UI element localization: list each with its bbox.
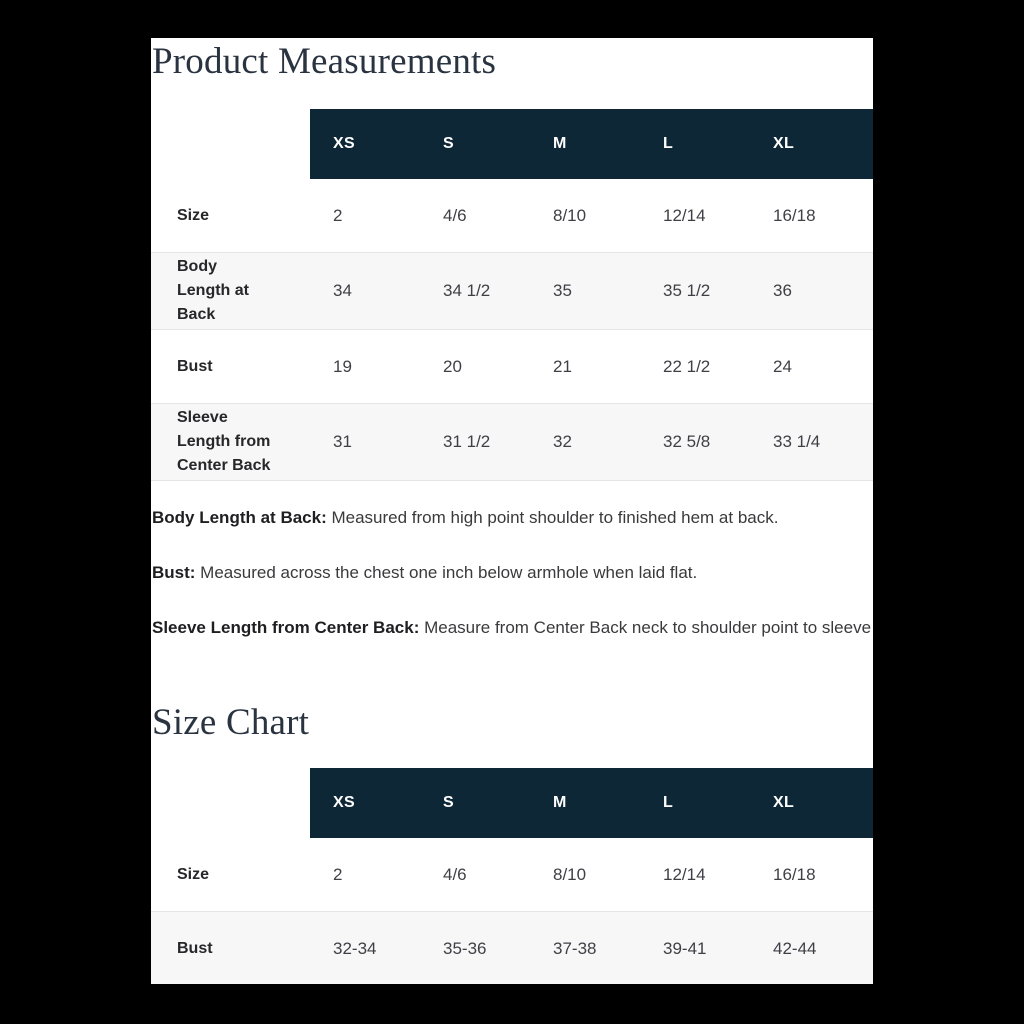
size-value: 39-41: [663, 938, 707, 958]
row-label: Size: [177, 865, 210, 883]
note-text: Measured across the chest one inch below armhole when laid flat.: [195, 563, 698, 582]
measurement-value: 16/18: [773, 205, 816, 225]
measurement-value: 34 1/2: [443, 281, 491, 300]
table-header-row: [151, 109, 873, 179]
col-header-l: L: [640, 109, 750, 179]
col-header-s: S: [420, 768, 530, 838]
size-value: 32-34: [333, 938, 377, 958]
size-value: 42-44: [773, 938, 817, 958]
note-term: Bust:: [152, 563, 196, 582]
col-header-m: M: [530, 768, 640, 838]
measurement-notes: [151, 506, 873, 640]
note-term: Body Length at Back:: [152, 508, 327, 527]
product-content-panel: [151, 38, 873, 984]
col-header-xs: XS: [310, 109, 420, 179]
size-value: 16/18: [773, 864, 816, 884]
measurement-value: 24: [773, 356, 792, 376]
table-corner-cell: [151, 109, 310, 179]
measurement-value: 19: [333, 356, 352, 376]
note-body-length: [152, 506, 873, 530]
measurement-value: 35 1/2: [663, 281, 711, 300]
measurement-value: 8/10: [553, 205, 587, 225]
measurement-value: 2: [333, 205, 343, 225]
size-value: 35-36: [443, 938, 487, 958]
table-row-sleeve-length: [151, 404, 873, 481]
measurement-value: 33 1/4: [773, 432, 821, 451]
col-header-xl: XL: [750, 109, 873, 179]
table-row-body-length: [151, 253, 873, 330]
measurement-value: 31: [333, 432, 352, 451]
measurement-value: 36: [773, 281, 792, 300]
size-value: 8/10: [553, 864, 587, 884]
product-measurements-title: Product Measurements: [152, 41, 497, 82]
measurement-value: 21: [553, 356, 572, 376]
table-header-row: [151, 768, 873, 838]
product-measurements-table: [151, 109, 873, 481]
size-value: 12/14: [663, 864, 706, 884]
table-row-bust: [151, 912, 873, 984]
col-header-s: S: [420, 109, 530, 179]
measurement-value: 31 1/2: [443, 432, 491, 451]
measurement-value: 20: [443, 356, 462, 376]
measurement-value: 4/6: [443, 205, 467, 225]
row-label: Body Length at Back: [177, 258, 249, 323]
table-row-size: [151, 179, 873, 253]
measurement-value: 32 5/8: [663, 432, 711, 451]
table-row-bust: [151, 330, 873, 404]
size-chart-table: [151, 768, 873, 984]
row-label: Size: [177, 206, 210, 224]
note-bust: [152, 561, 873, 585]
col-header-l: L: [640, 768, 750, 838]
table-row-size: [151, 838, 873, 912]
col-header-xs: XS: [310, 768, 420, 838]
col-header-m: M: [530, 109, 640, 179]
note-text: Measure from Center Back neck to shoulder point to sleeve: [419, 618, 872, 637]
measurement-value: 12/14: [663, 205, 706, 225]
note-sleeve-length: [152, 616, 873, 640]
size-value: 4/6: [443, 864, 467, 884]
measurement-value: 22 1/2: [663, 356, 711, 376]
row-label: Sleeve Length from Center Back: [177, 409, 271, 474]
note-term: Sleeve Length from Center Back:: [152, 618, 420, 637]
size-value: 37-38: [553, 938, 597, 958]
measurement-value: 35: [553, 281, 572, 300]
measurement-value: 34: [333, 281, 352, 300]
size-value: 2: [333, 864, 343, 884]
size-chart-title: Size Chart: [152, 702, 310, 743]
measurement-value: 32: [553, 432, 572, 451]
table-corner-cell: [151, 768, 310, 838]
col-header-xl: XL: [750, 768, 873, 838]
row-label: Bust: [177, 939, 213, 957]
row-label: Bust: [177, 357, 213, 375]
note-text: Measured from high point shoulder to finished hem at back.: [326, 508, 779, 527]
